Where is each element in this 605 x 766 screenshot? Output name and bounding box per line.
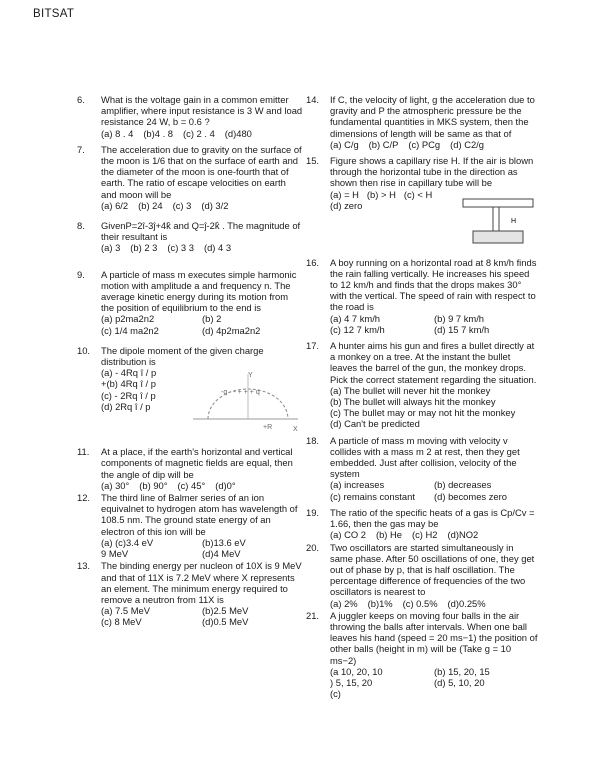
question-body bbox=[330, 155, 538, 248]
options bbox=[101, 367, 163, 412]
question-text: The binding energy per nucleon of 10X is 9 MeV and that of 11X is 7.2 MeV where X represents an element. The minimum energy required to remove a neutron from 11X is bbox=[101, 560, 302, 605]
options bbox=[101, 537, 303, 559]
figure-label-x_label: X bbox=[293, 426, 298, 434]
option: (b)1% bbox=[367, 597, 393, 609]
question-text: GivenP=2î-3ĵ+4k̂ and Q=ĵ-2k̂ . The magnitude of their resultant is bbox=[101, 220, 301, 243]
question-number: 17. bbox=[306, 340, 320, 352]
option: (d) Can't be predicted bbox=[330, 418, 420, 430]
question-number: 8. bbox=[77, 220, 85, 232]
question-number: 9. bbox=[77, 268, 85, 280]
option: (a) = H bbox=[330, 188, 359, 200]
options bbox=[330, 598, 538, 609]
option: (c) < H bbox=[403, 188, 433, 200]
question-text: A juggler keeps on moving four balls in the air throwing the balls after intervals. When one ball leaves his hand (speed = 20 ms−1) the position of other balls (height in m) will be (Take g = 10 ms−2) bbox=[330, 609, 538, 666]
option: (a) p2ma2n2 bbox=[101, 313, 155, 325]
option: (b)4 . 8 bbox=[143, 127, 174, 139]
question bbox=[77, 220, 303, 254]
question bbox=[77, 269, 303, 336]
options bbox=[330, 479, 538, 501]
question-number: 21. bbox=[306, 609, 320, 621]
question-body bbox=[101, 446, 303, 491]
option: (d) becomes zero bbox=[434, 490, 507, 502]
page-header: BITSAT bbox=[33, 8, 75, 20]
question-body bbox=[101, 94, 303, 139]
option: (c) 1/4 ma2n2 bbox=[101, 324, 159, 336]
question bbox=[306, 340, 538, 430]
question-text: The ratio of the specific heats of a gas is Cp/Cv = 1.66, then the gas may be bbox=[330, 506, 535, 530]
option: (d) C2/g bbox=[450, 138, 485, 150]
option: (d)NO2 bbox=[447, 529, 479, 541]
option: (c) 2 . 4 bbox=[183, 127, 215, 139]
option: (d)0.5 MeV bbox=[202, 616, 249, 628]
option: (c) 0.5% bbox=[402, 597, 438, 609]
capillary-figure bbox=[453, 191, 538, 246]
question bbox=[77, 560, 303, 627]
question-number: 19. bbox=[306, 506, 320, 518]
option: (a) C/g bbox=[330, 138, 359, 150]
options bbox=[101, 605, 303, 627]
option: (b) He bbox=[375, 529, 402, 541]
figure-label-plus_r: +R bbox=[263, 424, 273, 432]
question-body bbox=[101, 144, 303, 211]
options bbox=[330, 313, 538, 335]
option: +(b) 4Rq î / p bbox=[101, 378, 156, 390]
options bbox=[330, 529, 538, 540]
option: (c) 8 MeV bbox=[101, 616, 142, 628]
option: 9 MeV bbox=[101, 548, 129, 560]
option: (c) H2 bbox=[412, 529, 438, 541]
option: (a) 8 . 4 bbox=[101, 127, 134, 139]
option: (b) 9 7 km/h bbox=[434, 312, 485, 324]
option: (d)0° bbox=[215, 479, 236, 491]
question-body bbox=[330, 94, 538, 150]
question bbox=[77, 492, 303, 559]
question-body bbox=[330, 257, 538, 335]
question-text: The third line of Balmer series of an ion equivalnet to hydrogen atom has wavelength of 108.5 nm. The ground state energy of an electron of this ion will be bbox=[101, 492, 298, 537]
option: (d) 4 3 bbox=[203, 242, 232, 254]
question-body bbox=[330, 610, 538, 700]
question-number: 13. bbox=[77, 560, 91, 572]
option: (c) bbox=[330, 688, 341, 700]
spacer bbox=[77, 212, 303, 220]
question-body bbox=[101, 345, 303, 441]
question-text: A particle of mass m executes simple harmonic motion with amplitude a and frequency n. The average kinetic energy during its motion from the position of equilibrium to the end is bbox=[101, 268, 297, 314]
question-number: 6. bbox=[77, 94, 85, 105]
liquid-vessel bbox=[473, 231, 523, 243]
option: (d)480 bbox=[224, 127, 252, 139]
option: (a) CO 2 bbox=[330, 529, 366, 541]
option: (c) 3 3 bbox=[167, 242, 194, 254]
question-body bbox=[101, 220, 303, 254]
options bbox=[101, 200, 303, 211]
question-text: Two oscillators are started simultaneously in same phase. After 50 oscillations of one, they get out of phase by p, that is half oscillation. The percentage difference of frequencies of the two oscillators is nearest to bbox=[330, 541, 535, 598]
option: (c) 12 7 km/h bbox=[330, 323, 385, 335]
spacer bbox=[77, 255, 303, 269]
option: (d) 5, 10, 20 bbox=[434, 676, 485, 688]
option: ) 5, 15, 20 bbox=[330, 676, 373, 688]
question-body bbox=[330, 340, 538, 430]
options bbox=[330, 385, 538, 430]
option: (a) 2% bbox=[330, 597, 358, 609]
option: (c) 3 bbox=[172, 199, 192, 211]
left-column bbox=[77, 94, 303, 629]
option: (b) 90° bbox=[139, 479, 168, 491]
options bbox=[330, 189, 453, 211]
question bbox=[77, 144, 303, 211]
question-text: Figure shows a capillary rise H. If the air is blown through the horizontal tube in the direction as shown then rise in capillary tube will be bbox=[330, 155, 534, 189]
option: (d)4 MeV bbox=[202, 548, 241, 560]
question-text: The dipole moment of the given charge distribution is bbox=[101, 344, 264, 368]
question-body bbox=[330, 507, 538, 541]
question bbox=[306, 507, 538, 541]
question-text: At a place, if the earth's horizontal and vertical components of magnetic fields are equal, then the angle of dip will be bbox=[101, 446, 293, 480]
option: (a) 7.5 MeV bbox=[101, 605, 150, 617]
question-body bbox=[101, 560, 303, 627]
figure-label-charges: -q - - + + + q bbox=[221, 389, 260, 397]
option: (b)13.6 eV bbox=[202, 536, 246, 548]
question bbox=[77, 94, 303, 139]
options bbox=[101, 242, 303, 253]
option: (d) 4p2ma2n2 bbox=[202, 324, 261, 336]
question-text: If C, the velocity of light, g the acceleration due to gravity and P the atmospheric pressure be the fundamental quantities in MKS system, then the dimensions of length will be same as that of bbox=[330, 94, 535, 139]
option: (a 10, 20, 10 bbox=[330, 665, 383, 677]
question-body bbox=[101, 269, 303, 336]
question bbox=[306, 610, 538, 700]
option: (d) zero bbox=[330, 199, 363, 211]
question-number: 12. bbox=[77, 492, 91, 504]
option: (a) 30° bbox=[101, 479, 130, 491]
option: (c) remains constant bbox=[330, 490, 415, 502]
option: (b) 24 bbox=[138, 199, 163, 211]
option: (a) 3 bbox=[101, 242, 121, 254]
options bbox=[330, 139, 538, 150]
options bbox=[101, 128, 303, 139]
option: (b) The bullet will always hit the monkey bbox=[330, 396, 496, 408]
question-number: 16. bbox=[306, 256, 320, 268]
question-text: A boy running on a horizontal road at 8 km/h finds the rain falling vertically. He increases his speed to 12 km/h and finds that the drops makes 30° with the vertical. The speed of rain with respect to the road is bbox=[330, 256, 537, 313]
question-number: 20. bbox=[306, 541, 320, 553]
option: (a) (c)3.4 eV bbox=[101, 536, 154, 548]
option: (a) 6/2 bbox=[101, 199, 129, 211]
question bbox=[306, 257, 538, 335]
question-text: A hunter aims his gun and fires a bullet directly at a monkey on a tree. At the instant the bullet leaves the barrel of the gun, the monkey drops. Pick the correct statement regarding the situation. bbox=[330, 340, 537, 385]
option: (a) increases bbox=[330, 479, 385, 491]
option: (c) - 2Rq î / p bbox=[101, 389, 156, 401]
option: (b)2.5 MeV bbox=[202, 605, 249, 617]
option: (b) 2 bbox=[202, 313, 222, 325]
question-text: The acceleration due to gravity on the surface of the moon is 1/6 that on the surface of earth and the diameter of the moon is one-fourth that of earth. The ratio of escape velocities on earth and moon will be bbox=[101, 143, 302, 200]
right-column bbox=[306, 94, 538, 700]
question-body bbox=[330, 542, 538, 609]
height-label: H bbox=[511, 217, 517, 225]
option: (a) The bullet will never hit the monkey bbox=[330, 384, 491, 396]
question-text: A particle of mass m moving with velocity v collides with a mass m 2 at rest, then they get embedded. Just after collision, velocity of the system bbox=[330, 434, 520, 480]
options bbox=[101, 480, 303, 491]
question-number: 11. bbox=[77, 446, 90, 458]
option: (d)0.25% bbox=[447, 597, 486, 609]
option: (a) - 4Rq î / p bbox=[101, 367, 157, 379]
question-body bbox=[101, 492, 303, 559]
option: (b) C/P bbox=[368, 138, 399, 150]
spacer bbox=[77, 337, 303, 345]
question bbox=[306, 94, 538, 150]
option: (a) 4 7 km/h bbox=[330, 312, 381, 324]
question bbox=[306, 155, 538, 248]
spacer bbox=[306, 249, 538, 257]
option: (b) > H bbox=[366, 188, 396, 200]
option: (d) 15 7 km/h bbox=[434, 323, 490, 335]
option: (b) 2 3 bbox=[130, 242, 158, 254]
options bbox=[101, 313, 303, 335]
question bbox=[77, 345, 303, 441]
question-number: 7. bbox=[77, 143, 85, 155]
question bbox=[306, 435, 538, 502]
figure-label-y_label: Y bbox=[248, 372, 253, 380]
options bbox=[330, 666, 538, 700]
question-number: 15. bbox=[306, 155, 320, 167]
option: (d) 2Rq î / p bbox=[101, 400, 151, 412]
option: (b) 15, 20, 15 bbox=[434, 665, 490, 677]
option: (c) PCg bbox=[408, 138, 441, 150]
question-number: 18. bbox=[306, 434, 320, 446]
question-number: 14. bbox=[306, 94, 320, 105]
option: (c) 45° bbox=[177, 479, 206, 491]
question bbox=[306, 542, 538, 609]
dipole-figure bbox=[163, 369, 303, 439]
question-body bbox=[330, 435, 538, 502]
question bbox=[77, 446, 303, 491]
option: (c) The bullet may or may not hit the monkey bbox=[330, 407, 516, 419]
option: (b) decreases bbox=[434, 479, 492, 491]
question-text: What is the voltage gain in a common emitter amplifier, where input resistance is 3 W and load resistance 24 W, b = 0.6 ? bbox=[101, 94, 303, 128]
option: (d) 3/2 bbox=[201, 199, 229, 211]
horizontal-tube bbox=[463, 199, 533, 207]
question-number: 10. bbox=[77, 344, 91, 356]
